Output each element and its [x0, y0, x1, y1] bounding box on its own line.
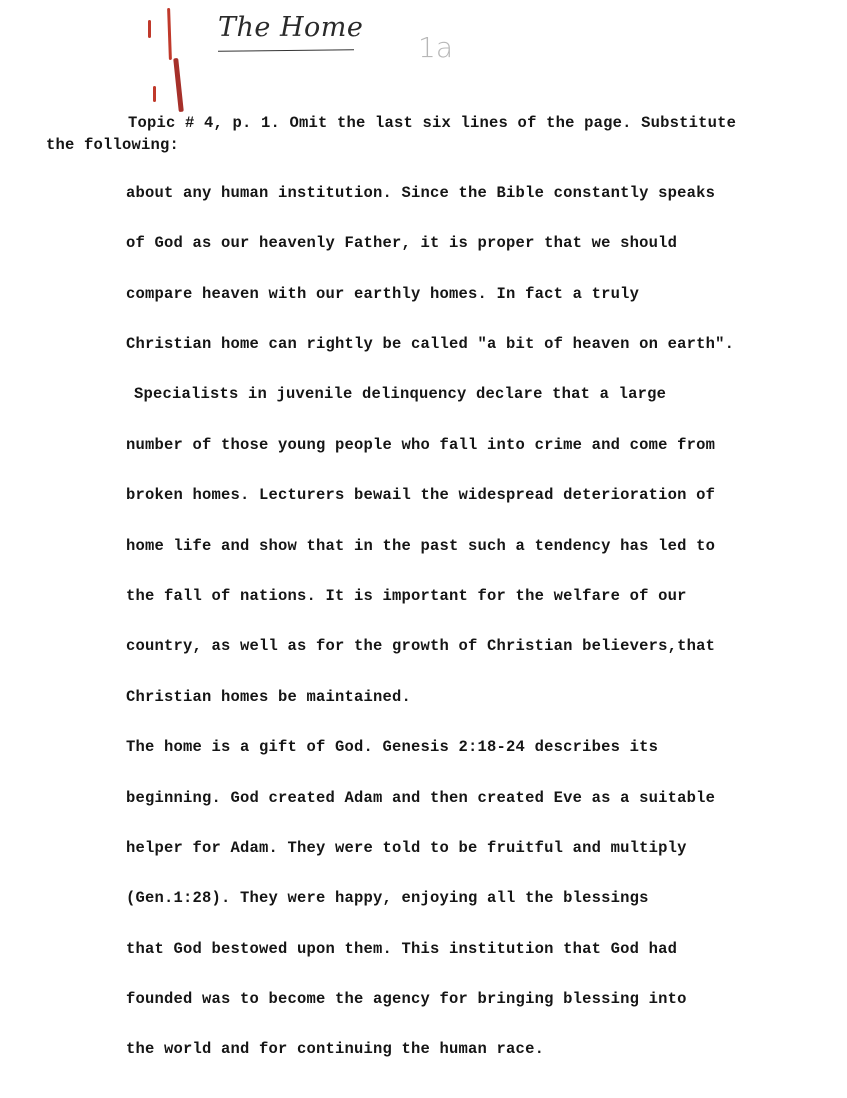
body-line: Specialists in juvenile delinquency declare that a large: [134, 385, 667, 403]
title-underline: [218, 49, 354, 51]
body-line: (Gen.1:28). They were happy, enjoying all the blessings: [126, 889, 649, 907]
body-line: compare heaven with our earthly homes. In fact a truly: [126, 285, 640, 303]
handwritten-page-mark: 1a: [418, 31, 453, 64]
body-line: broken homes. Lecturers bewail the widespread deterioration of: [126, 486, 716, 504]
body-line: the world and for continuing the human race.: [126, 1040, 545, 1058]
body-line: that God bestowed upon them. This institution that God had: [126, 940, 678, 958]
body-line: number of those young people who fall into crime and come from: [126, 436, 716, 454]
instruction-line-1: Topic # 4, p. 1. Omit the last six lines of the page. Substitute: [128, 114, 737, 132]
body-line: the fall of nations. It is important for the welfare of our: [126, 587, 687, 605]
handwritten-title: The Home: [218, 12, 364, 43]
red-ink-mark: [153, 86, 156, 102]
body-line: founded was to become the agency for bringing blessing into: [126, 990, 687, 1008]
body-line: beginning. God created Adam and then created Eve as a suitable: [126, 789, 716, 807]
body-line: helper for Adam. They were told to be fruitful and multiply: [126, 839, 687, 857]
body-line: Christian homes be maintained.: [126, 688, 412, 706]
red-ink-mark: [148, 20, 151, 38]
red-ink-mark: [173, 58, 184, 112]
body-line: The home is a gift of God. Genesis 2:18-24 describes its: [126, 738, 659, 756]
body-line: country, as well as for the growth of Christian believers,that: [126, 637, 716, 655]
body-line: Christian home can rightly be called "a bit of heaven on earth".: [126, 335, 735, 353]
red-ink-mark: [167, 8, 172, 60]
body-line: home life and show that in the past such a tendency has led to: [126, 537, 716, 555]
instruction-line-2: the following:: [46, 136, 180, 154]
body-line: about any human institution. Since the Bible constantly speaks: [126, 184, 716, 202]
body-line: of God as our heavenly Father, it is proper that we should: [126, 234, 678, 252]
